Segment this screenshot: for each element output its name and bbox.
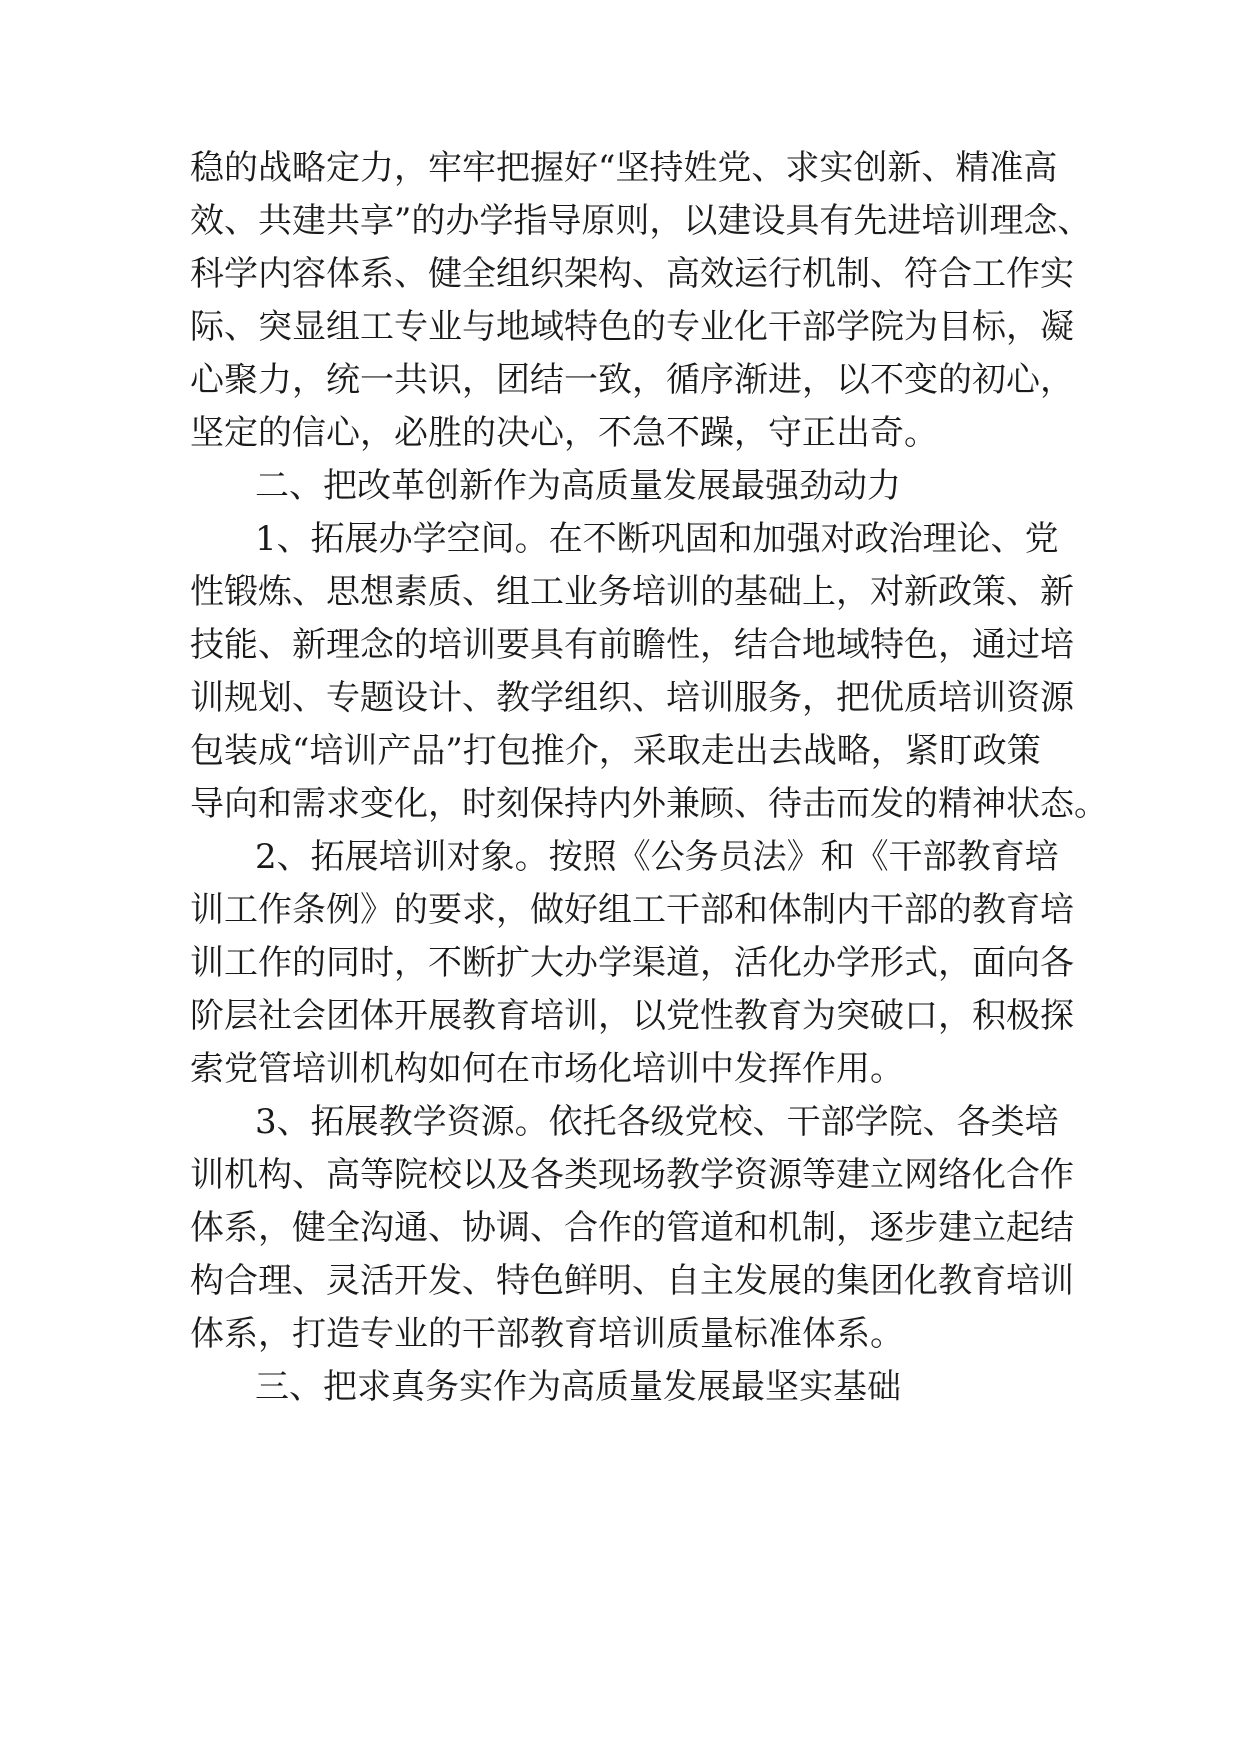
paragraph-line: 科学内容体系、健全组织架构、高效运行机制、符合工作实	[190, 254, 1074, 294]
paragraph-line: 导向和需求变化，时刻保持内外兼顾、待击而发的精神状态。	[190, 784, 1108, 824]
paragraph-line: 包装成“培训产品”打包推介，采取走出去战略，紧盯政策	[190, 731, 1041, 771]
paragraph-line: 稳的战略定力，牢牢把握好“坚持姓党、求实创新、精准高	[190, 148, 1058, 188]
paragraph-line: 训机构、高等院校以及各类现场教学资源等建立网络化合作	[190, 1155, 1074, 1195]
paragraph-line: 际、突显组工专业与地域特色的专业化干部学院为目标，凝	[190, 307, 1074, 347]
paragraph-line: 训工作的同时，不断扩大办学渠道，活化办学形式，面向各	[190, 943, 1074, 983]
paragraph-line: 心聚力，统一共识，团结一致，循序渐进，以不变的初心，	[190, 360, 1074, 400]
paragraph-line: 体系，打造专业的干部教育培训质量标准体系。	[190, 1314, 904, 1354]
paragraph-line: 构合理、灵活开发、特色鲜明、自主发展的集团化教育培训	[190, 1261, 1074, 1301]
section-heading: 二、把改革创新作为高质量发展最强劲动力	[255, 466, 901, 506]
paragraph-line: 训规划、专题设计、教学组织、培训服务，把优质培训资源	[190, 678, 1074, 718]
section-heading: 三、把求真务实作为高质量发展最坚实基础	[255, 1367, 901, 1407]
paragraph-line: 技能、新理念的培训要具有前瞻性，结合地域特色，通过培	[190, 625, 1074, 665]
paragraph-line: 训工作条例》的要求，做好组工干部和体制内干部的教育培	[190, 890, 1074, 930]
paragraph-line: 体系，健全沟通、协调、合作的管道和机制，逐步建立起结	[190, 1208, 1074, 1248]
paragraph-line: 阶层社会团体开展教育培训，以党性教育为突破口，积极探	[190, 996, 1074, 1036]
paragraph-line: 2、拓展培训对象。按照《公务员法》和《干部教育培	[255, 837, 1059, 877]
paragraph-line: 3、拓展教学资源。依托各级党校、干部学院、各类培	[255, 1102, 1059, 1142]
paragraph-line: 1、拓展办学空间。在不断巩固和加强对政治理论、党	[255, 519, 1059, 559]
paragraph-line: 性锻炼、思想素质、组工业务培训的基础上，对新政策、新	[190, 572, 1074, 612]
paragraph-line: 效、共建共享”的办学指导原则，以建设具有先进培训理念、	[190, 201, 1092, 241]
paragraph-line: 坚定的信心，必胜的决心，不急不躁，守正出奇。	[190, 413, 938, 453]
paragraph-line: 索党管培训机构如何在市场化培训中发挥作用。	[190, 1049, 904, 1089]
